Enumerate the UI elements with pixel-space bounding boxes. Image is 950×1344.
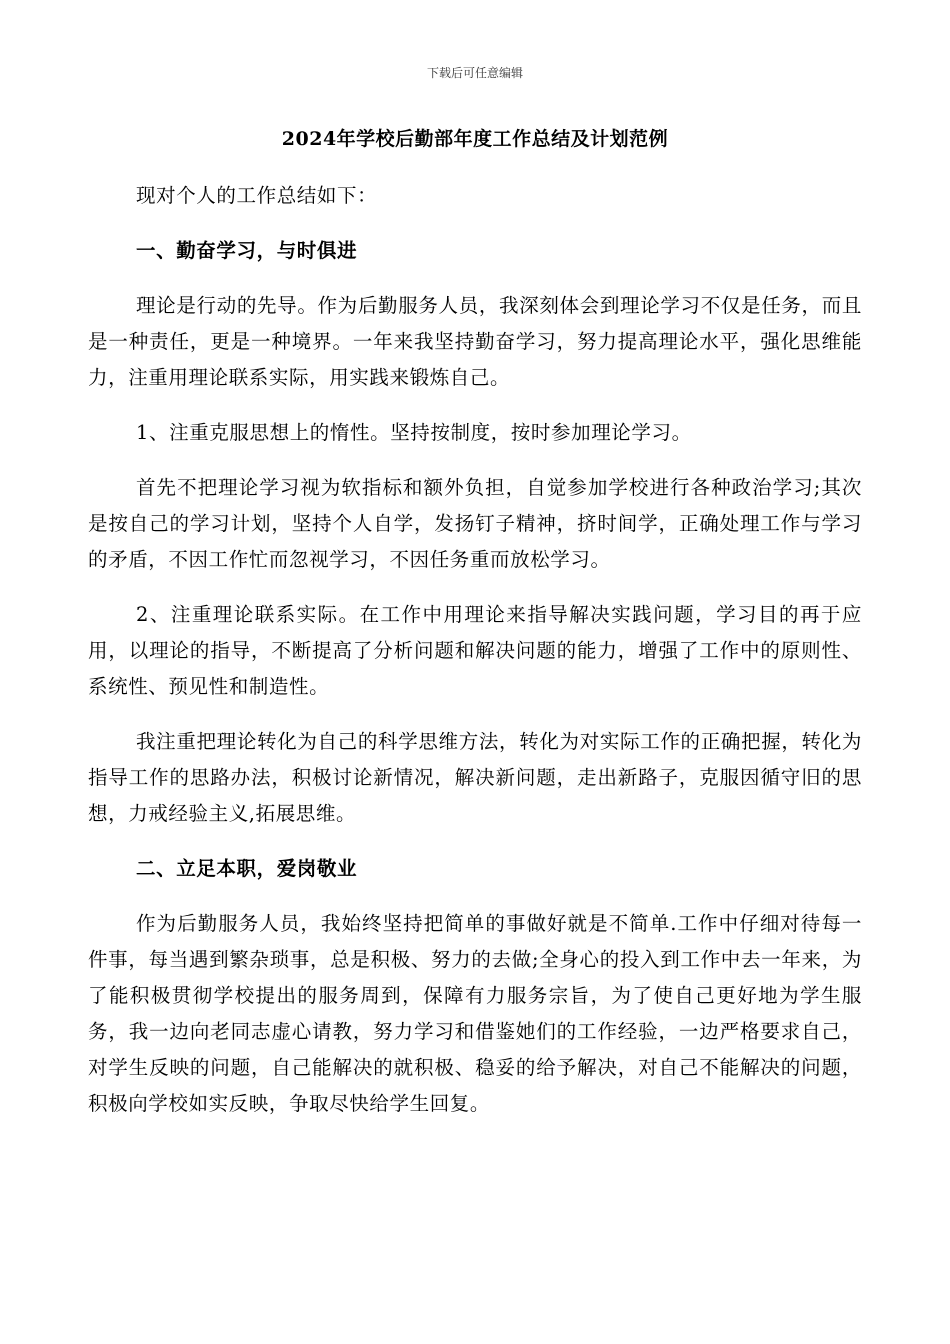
intro-paragraph: 现对个人的工作总结如下： — [136, 184, 378, 207]
body-paragraph: 1、注重克服思想上的惰性。坚持按制度，按时参加理论学习。 — [136, 421, 692, 444]
body-paragraph: 首先不把理论学习视为软指标和额外负担，自觉参加学校进行各种政治学习;其次是按自己的学习计划，坚持个人自学，发扬钉子精神，挤时间学，正确处理工作与学习的矛盾，不因工作忙而忽视学习，不因任务重而放松学习。 — [88, 476, 862, 571]
body-paragraph: 2、注重理论联系实际。在工作中用理论来指导解决实践问题，学习目的再于应用，以理论的指导，不断提高了分析问题和解决问题的能力，增强了工作中的原则性、系统性、预见性和制造性。 — [88, 603, 862, 698]
body-paragraph: 作为后勤服务人员，我始终坚持把简单的事做好就是不简单.工作中仔细对待每一件事，每当遇到繁杂琐事，总是积极、努力的去做;全身心的投入到工作中去一年来，为了能积极贯彻学校提出的服务周到，保障有力服务宗旨，为了使自己更好地为学生服务，我一边向老同志虚心请教，努力学习和借鉴她们的工作经验，一边严格要求自己，对学生反映的问题，自己能解决的就积极、稳妥的给予解决，对自己不能解决的问题，积极向学校如实反映，争取尽快给学生回复。 — [88, 912, 862, 1115]
document-title: 2024年学校后勤部年度工作总结及计划范例 — [281, 128, 669, 150]
header-note: 下载后可任意编辑 — [426, 66, 523, 80]
document-body — [88, 178, 862, 1141]
body-paragraph: 理论是行动的先导。作为后勤服务人员，我深刻体会到理论学习不仅是任务，而且是一种责任，更是一种境界。一年来我坚持勤奋学习，努力提高理论水平，强化思维能力，注重用理论联系实际，用实践来锻炼自己。 — [88, 294, 862, 389]
body-paragraph: 我注重把理论转化为自己的科学思维方法，转化为对实际工作的正确把握，转化为指导工作的思路办法，积极讨论新情况，解决新问题，走出新路子，克服因循守旧的思想，力戒经验主义,拓展思维。 — [88, 730, 862, 825]
section-heading-2: 二、立足本职，爱岗敬业 — [136, 857, 358, 880]
section-heading-1: 一、勤奋学习，与时俱进 — [136, 239, 358, 262]
